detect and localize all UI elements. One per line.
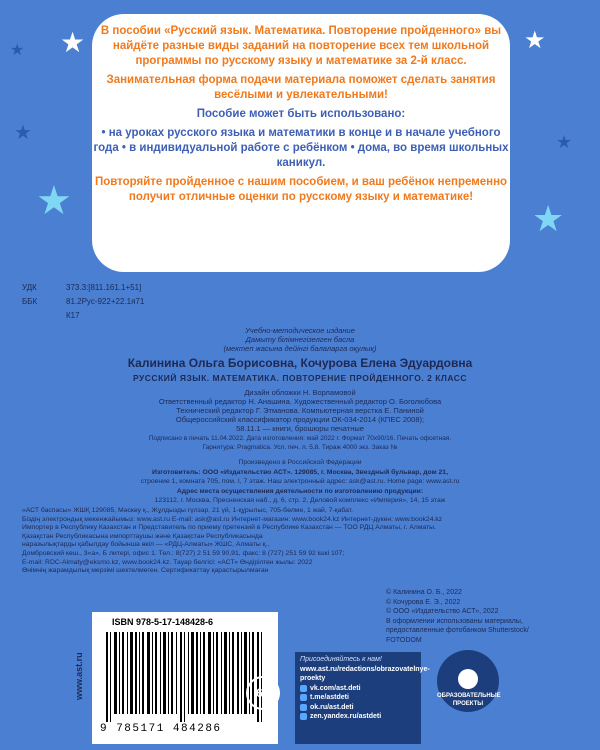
- credits-line: Ответственный редактор Н. Анашина. Художественный редактор О. Боголюбова: [158, 397, 442, 406]
- star-decoration: ★: [532, 198, 565, 239]
- social-link[interactable]: [300, 712, 416, 722]
- star-decoration: ★: [14, 122, 32, 144]
- vk-icon: [300, 685, 307, 692]
- telegram-icon: [300, 694, 307, 701]
- copyright-line: В оформлении использованы материалы,: [386, 617, 523, 625]
- book-title: РУССКИЙ ЯЗЫК. МАТЕМАТИКА. ПОВТОРЕНИЕ ПРОЙДЕННОГО. 2 КЛАСС: [132, 373, 468, 383]
- social-link-label: ok.ru/ast.deti: [310, 703, 354, 711]
- bbk-value: 81.2Рус-922+22.1я71: [66, 297, 145, 306]
- publisher-line: Адрес места осуществления деятельности по изготовлению продукции:: [176, 488, 424, 495]
- authors: Калинина Ольга Борисовна, Кочурова Елена Эдуардовна: [127, 356, 473, 370]
- kazakh-block: [22, 507, 582, 576]
- credits-line: Подписано в печать 11.04.2022. Дата изготовления: май 2022 г. Формат 70x90/16. Печать офсетная.: [148, 435, 452, 442]
- edition-line: (мектеп жасына дейiнгi балаларга оқулық): [223, 344, 377, 353]
- copyright-line: FOTODOM: [386, 636, 422, 644]
- zen-icon: [300, 713, 307, 720]
- kazakh-line: наразылықтарды қабылдау бойынша өкіл — «РДЦ-Алматы» ЖШС, Алматы қ.,: [22, 541, 270, 549]
- social-heading: Присоединяйтесь к нам!: [300, 656, 382, 663]
- copyright-line: © Калинина О. Б., 2022: [386, 589, 462, 596]
- kazakh-line: Импортер в Республику Казахстан и Представитель по приему претензий в Республике Казахстан — ТОО РДЦ Алматы, г. Алматы.: [22, 524, 436, 532]
- kazakh-line: «АСТ баспасы» ЖШҚ 129085, Мәскеу қ., Жұлдызды гүлзар, 21 үй, 1-құрылыс, 705-бөлме, 1 жай, 7-қабат.: [22, 507, 354, 514]
- udk-label: УДК: [22, 283, 37, 292]
- udk-value: 373.3:[811.161.1+51]: [66, 283, 142, 292]
- owl-icon: [458, 669, 478, 689]
- social-link[interactable]: [300, 703, 416, 713]
- age-rating-badge: 6+: [246, 676, 280, 710]
- credits-line: Дизайн обложки Н. Ворламовой: [244, 388, 356, 397]
- social-link-label: vk.com/ast.deti: [310, 684, 361, 692]
- description-card: [92, 14, 510, 272]
- credits-line: Общероссийский классификатор продукции ОК-034-2014 (КПЕС 2008);: [175, 415, 425, 424]
- card-bullets: • на уроках русского языка и математики в конце и в начале учебного года • в индивидуальной работе с ребёнком • дома, во время школьных каникул.: [93, 127, 509, 169]
- copyright-line: предоставленные фотобанком Shutterstock/: [386, 627, 529, 634]
- social-link-label: zen.yandex.ru/astdeti: [310, 713, 382, 720]
- publisher-line: Изготовитель: ООО «Издательство АСТ». 129085, г. Москва, Звездный бульвар, дом 21,: [152, 469, 448, 476]
- classification-block: [22, 281, 144, 323]
- social-url[interactable]: www.ast.ru/redactions/obrazovatelnye-proekty: [300, 665, 430, 682]
- star-decoration: ★: [36, 179, 72, 223]
- star-decoration: ★: [524, 27, 546, 54]
- star-decoration: ★: [10, 42, 25, 59]
- kazakh-line: Домбровский көш., 3«а», Б литері, офис 1. Тел.: 8(727) 2 51 59 90,91, факс: 8 (727) 251 59 92 ішкі 107;: [22, 549, 345, 557]
- social-links-box: [295, 652, 430, 744]
- star-decoration: ★: [556, 132, 573, 152]
- isbn: ISBN 978-5-17-148428-6: [112, 617, 214, 627]
- bbk-label: ББК: [22, 297, 38, 306]
- star-decoration: ★: [60, 27, 86, 58]
- publisher-logo: [437, 650, 499, 712]
- kazakh-line: Біздің электрондық мекенжайымыз: www.ast.ru E-mail: ask@ast.ru Интернет-магазин: www.book24.kz Интернет-дүкен: www.book24.kz: [22, 515, 443, 523]
- social-link[interactable]: [300, 693, 416, 703]
- publisher-line: строение 1, комната 705, пом. I, 7 этаж. Наш электронный адрес: ask@ast.ru. Home page: www.ast.ru: [140, 478, 460, 485]
- card-paragraph: Пособие может быть использовано:: [196, 108, 406, 120]
- copyright-block: [386, 588, 586, 645]
- copyright-line: © Кочурова Е. Э., 2022: [386, 598, 461, 606]
- social-link[interactable]: [300, 684, 416, 694]
- social-link-label: t.me/astdeti: [310, 694, 349, 701]
- barcode: [92, 612, 278, 744]
- publisher-line: 123112, г. Москва, Пресненская наб., д. 6, стр. 2, Деловой комплекс «Империя», 14, 15 этаж: [154, 497, 446, 504]
- copyright-line: © ООО «Издательство АСТ», 2022: [386, 608, 499, 615]
- logo-text: ОБРАЗОВАТЕЛЬНЫЕ ПРОЕКТЫ: [437, 693, 501, 707]
- credits-line: Технический редактор Г. Этманова. Компьютерная верстка Е. Паниной: [176, 406, 424, 415]
- kazakh-line: Қазақстан Республикасына импорттаушы және Қазақстан Республикасында: [22, 532, 263, 540]
- barcode-digits: 9 785171 484286: [100, 723, 222, 735]
- credits-line: Гарнитура: Pragmatica. Усл. печ. л. 5,8. Тираж 4000 экз. Заказ №: [202, 444, 398, 451]
- website-vertical[interactable]: www.ast.ru: [74, 652, 84, 700]
- credits-line: 58.11.1 — книги, брошюры печатные: [236, 424, 364, 433]
- edition-line: Дамыту бiлiмнегiзелген басла: [245, 335, 355, 344]
- card-paragraph: Повторяйте пройденное с нашим пособием, и ваш ребёнок непременно получит отличные оценки по русскому языку и математике!: [94, 176, 508, 203]
- k-value: К17: [66, 311, 80, 320]
- kazakh-line: Өнімнің жарамдылық мерзімі шектелмеген. Сертификаттау қарастырылмаған: [22, 567, 269, 575]
- edition-line: Учебно-методическое издание: [245, 326, 355, 335]
- barcode-bars: [106, 632, 266, 722]
- card-paragraph: В пособии «Русский язык. Математика. Повторение пройденного» вы найдёте разные виды заданий на повторение всех тем школьной программы по русскому языку и математике за 2-й класс.: [100, 25, 502, 67]
- kazakh-line: E-mail: RDC-Almaty@eksmo.kz, www.book24.kz. Тауар белгісі: «АСТ» Өндірілген жылы: 2022: [22, 558, 313, 566]
- card-paragraph: Занимательная форма подачи материала поможет сделать занятия весёлыми и увлекательными!: [106, 74, 496, 101]
- ok-icon: [300, 704, 307, 711]
- made-in: Произведено в Российской Федерации: [238, 459, 362, 466]
